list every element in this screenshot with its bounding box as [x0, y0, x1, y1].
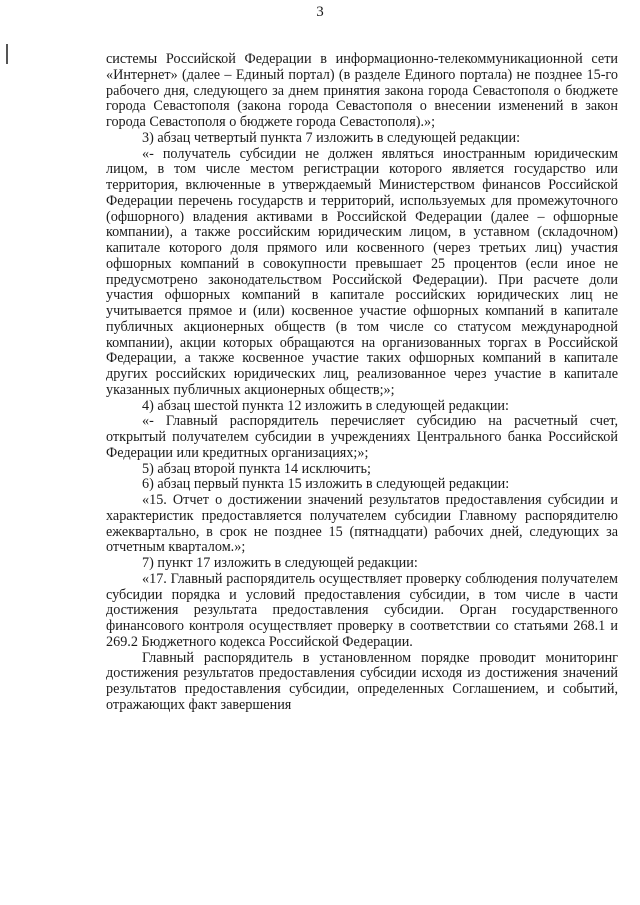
paragraph-item-4-text: «- Главный распорядитель перечисляет субсидию на расчетный счет, открытый получателем субсидии в учреждениях Центрального банка Российской Федерации или кредитных организациях;»;	[106, 413, 618, 461]
paragraph-item-6-text: «15. Отчет о достижении значений результатов предоставления субсидии и характеристик предоставляется получателем субсидии Главному распорядителю ежеквартально, в срок не позднее 15 (пятнадцати) рабочих дней, следующих за отчетным кварталом.»;	[106, 492, 618, 556]
document-body	[106, 52, 618, 714]
paragraph-item-3-heading: 3) абзац четвертый пункта 7 изложить в следующей редакции:	[142, 129, 521, 146]
page-number: 3	[316, 4, 324, 20]
paragraph-item-5: 5) абзац второй пункта 14 исключить;	[142, 460, 371, 477]
paragraph-item-4-heading: 4) абзац шестой пункта 12 изложить в следующей редакции:	[142, 397, 509, 414]
paragraph-item-3-text: «- получатель субсидии не должен являться иностранным юридическим лицом, в том числе местом регистрации которого является государство или территория, включенные в утверждаемый Министерством финансов Российской Федерации перечень государств и территорий, используемых для промежуточного (офшорного) владения активами в Российской Федерации (далее – офшорные компании), а также российским юридическим лицом, в уставном (складочном) капитале которого доля прямого или косвенного (через третьих лиц) участия офшорных компаний в совокупности превышает 25 процентов (если иное не предусмотрено законодательством Российской Федерации). При расчете доли участия офшорных компаний в капитале российских юридических лиц не учитывается прямое и (или) косвенное участие офшорных компаний в капитале публичных акционерных обществ (в том числе со статусом международной компании), акции которых обращаются на организованных торгах в Российской Федерации, а также косвенное участие таких офшорных компаний в капитале других российских юридических лиц, реализованное через участие в капитале указанных публичных акционерных обществ;»;	[106, 145, 618, 398]
paragraph-item-6-heading: 6) абзац первый пункта 15 изложить в следующей редакции:	[142, 476, 510, 493]
paragraph-monitoring: Главный распорядитель в установленном порядке проводит мониторинг достижения результатов предоставления субсидии исходя из достижения значений результатов предоставления субсидии, определенных Соглашением, и событий, отражающих факт завершения	[106, 649, 618, 713]
paragraph-item-7-heading: 7) пункт 17 изложить в следующей редакции:	[142, 555, 418, 571]
scan-margin-mark	[6, 44, 8, 64]
paragraph-continuation-portal: системы Российской Федерации в информационно-телекоммуникационной сети «Интернет» (далее – Единый портал) (в разделе Единого портала) не позднее 15-го рабочего дня, следующего за днем принятия закона города Севастополя о бюджете города Севастополя (закона города Севастополя о внесении изменений в закон города Севастополя о бюджете города Севастополя).»;	[106, 51, 618, 130]
paragraph-item-7-text: «17. Главный распорядитель осуществляет проверку соблюдения получателем субсидии порядка и условий предоставления субсидии, в том числе в части достижения результата предоставления субсидии. Орган государственного финансового контроля осуществляет проверку в соответствии со статьями 268.1 и 269.2 Бюджетного кодекса Российской Федерации.	[106, 570, 618, 650]
